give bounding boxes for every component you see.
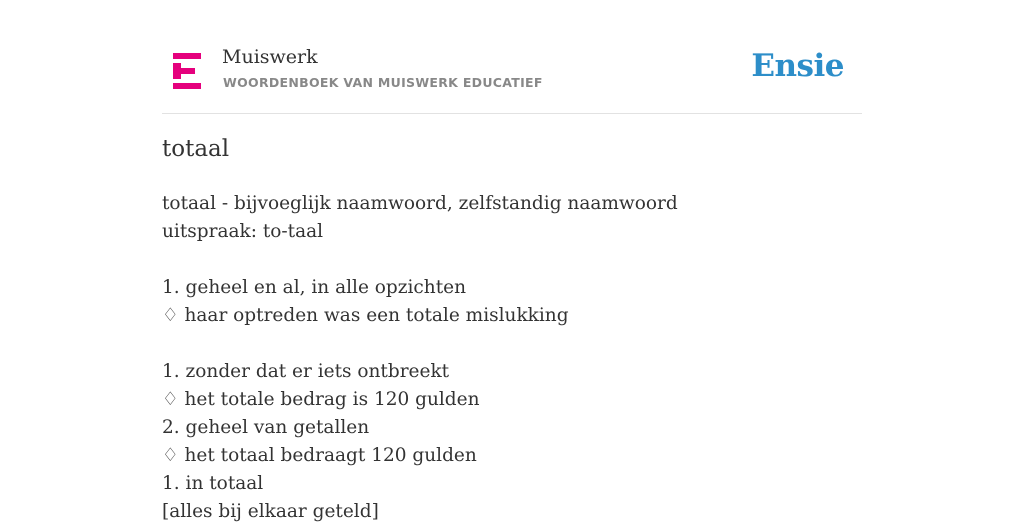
entry-line-definition: 1. geheel en al, in alle opzichten <box>162 277 467 298</box>
site-header <box>162 0 862 114</box>
ensie-brand-logo[interactable]: Ensie <box>751 48 844 84</box>
entry-line-definition: 2. geheel van getallen <box>162 417 370 438</box>
entry-spacer <box>162 246 862 274</box>
site-name[interactable]: Muiswerk <box>222 46 318 68</box>
muiswerk-logo-icon[interactable] <box>173 53 201 89</box>
entry-line-definition: 1. in totaal <box>162 473 264 494</box>
entry-line-pos: totaal - bijvoeglijk naamwoord, zelfstandig naamwoord <box>162 193 678 214</box>
entry-line-example: ♢ het totale bedrag is 120 gulden <box>162 389 480 410</box>
entry-line-example: ♢ het totaal bedraagt 120 gulden <box>162 445 477 466</box>
page-title: totaal <box>162 136 230 162</box>
definition-entry <box>162 190 862 526</box>
entry-line-definition: 1. zonder dat er iets ontbreekt <box>162 361 450 382</box>
entry-line-example: ♢ haar optreden was een totale mislukking <box>162 305 569 326</box>
entry-line-note: [alles bij elkaar geteld] <box>162 501 379 522</box>
site-subtitle: WOORDENBOEK VAN MUISWERK EDUCATIEF <box>223 75 543 90</box>
entry-line-pronunciation: uitspraak: to-taal <box>162 221 324 242</box>
entry-spacer <box>162 330 862 358</box>
